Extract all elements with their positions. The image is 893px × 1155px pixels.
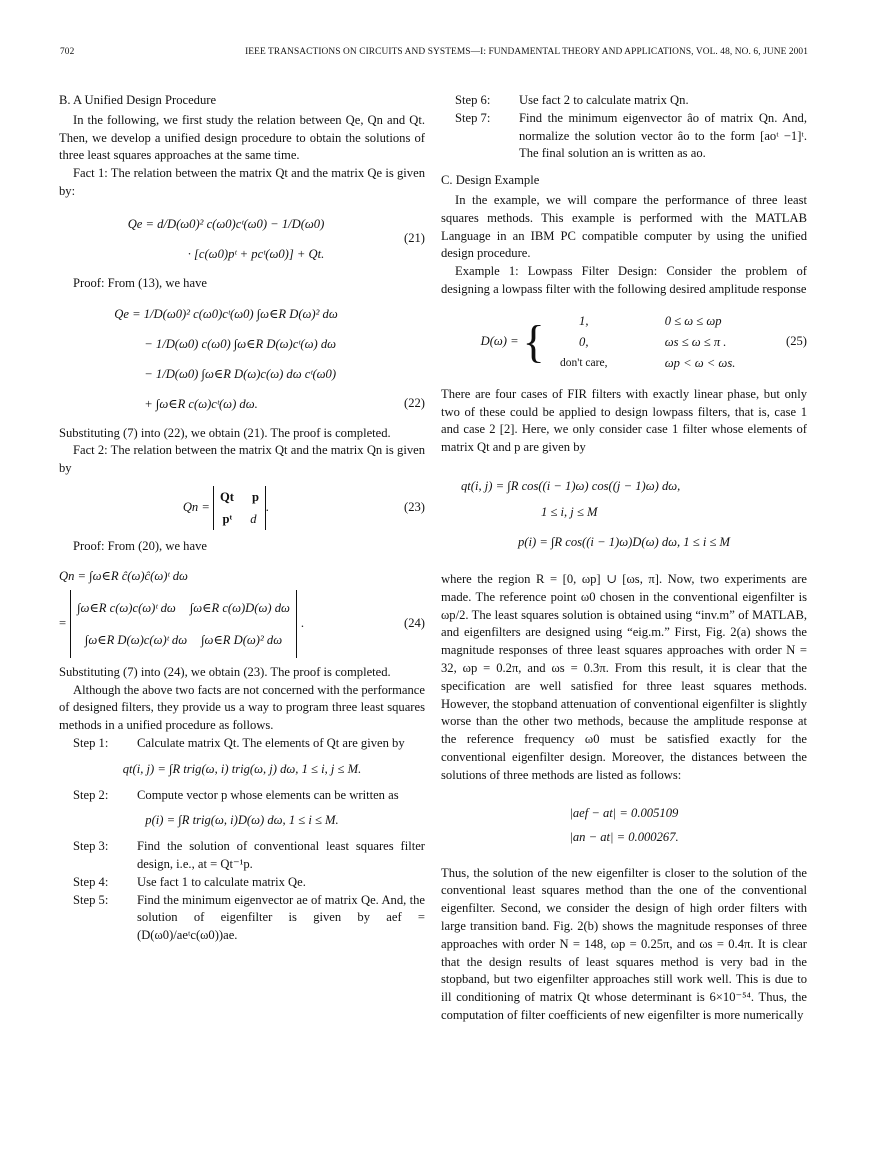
fact2-paragraph: Fact 2: The relation between the matrix Qt and the matrix Qn is given by: [59, 443, 425, 476]
eq23-r2c1: pᵗ: [222, 511, 233, 526]
step-3: [59, 838, 425, 874]
proof1-paragraph: Proof: From (13), we have: [73, 275, 207, 290]
distance-equations: [441, 801, 807, 849]
eq21-number: (21): [404, 230, 425, 245]
step-6: [441, 92, 807, 110]
left-brace-icon: {: [522, 316, 545, 368]
eq25-case2-condition: ωs ≤ ω ≤ π .: [664, 334, 727, 349]
eq24-number: (24): [404, 615, 425, 630]
eq21-line2: · [c(ω0)pᵗ + pcᵗ(ω0)] + Qt.: [187, 246, 325, 261]
eq22-number: (22): [404, 395, 425, 410]
equation-23: Qn = Qt p pᵗ d . (23): [59, 486, 425, 530]
step2-equation: p(i) = ∫R trig(ω, i)D(ω) dω, 1 ≤ i ≤ M.: [145, 813, 339, 828]
equation-22: [59, 299, 425, 419]
intro-paragraph: In the following, we first study the relation between Qe, Qn and Qt. Then, we develop a unified design procedure to obtain the solutions of three least squares approaches at the same time.: [59, 112, 425, 163]
section-b-heading: B. A Unified Design Procedure: [59, 93, 217, 107]
example1-paragraph: Example 1: Lowpass Filter Design: Consider the problem of designing a lowpass filter with the following desired amplitude response: [441, 264, 807, 296]
eq25-case3-value: don't care,: [560, 356, 608, 369]
equation-24: Qn = ∫ω∈R ĉ(ω)ĉ(ω)ᵗ dω = ∫ω∈R c(ω)c(ω)ᵗ dω ∫ω∈R c(ω)D(ω) dω ∫ω∈R D(ω)c(ω)ᵗ dω ∫ω∈R D(ω)² dω . (24): [59, 562, 425, 658]
eq21-line1: Qe = d/D(ω0)² c(ω0)cᵗ(ω0) − 1/D(ω0): [127, 216, 325, 231]
distance-new-eigenfilter: |an − at| = 0.000267.: [569, 829, 679, 844]
eq22-line1: Qe = 1/D(ω0)² c(ω0)cᵗ(ω0) ∫ω∈R D(ω)² dω: [114, 306, 338, 321]
eq22-line4: + ∫ω∈R c(ω)cᵗ(ω) dω.: [144, 396, 258, 411]
step-4: [59, 874, 425, 892]
step6-label: Step 6:: [455, 93, 491, 107]
eq25-case2-value: 0,: [579, 334, 589, 349]
step5-text: Find the minimum eigenvector ae of matrix Qe. And, the solution of eigenfilter is given by aef = (D(ω0)/aeᵗc(ω0))ae.: [137, 892, 425, 943]
eq24-r2c1: ∫ω∈R D(ω)c(ω)ᵗ dω: [84, 632, 188, 647]
proof2-paragraph: Proof: From (20), we have: [73, 538, 207, 553]
step6-text: Use fact 2 to calculate matrix Qn.: [519, 93, 689, 107]
eq24-line1: Qn = ∫ω∈R ĉ(ω)ĉ(ω)ᵗ dω: [59, 568, 188, 583]
equation-p: [441, 527, 807, 557]
fir-cases-paragraph: There are four cases of FIR filters with exactly linear phase, but only two of these could be applied to design lowpass filters, that is, case 1 and case 2 [2]. Here, we only consider case 1 filter whose elements of matrix Qt and p are given by: [441, 386, 807, 455]
step5-label: Step 5:: [73, 892, 109, 907]
eq22-line2: − 1/D(ω0) c(ω0) ∫ω∈R D(ω)cᵗ(ω) dω: [144, 336, 337, 351]
right-column: [441, 92, 807, 1025]
equation-step1: [59, 761, 425, 779]
running-header: [60, 44, 808, 62]
step4-text: Use fact 1 to calculate matrix Qe.: [137, 874, 306, 889]
region-paragraph: where the region R = [0, ωp] ∪ [ωs, π]. Now, two experiments are made. The reference point ω0 chosen in the conventional eigenfilter is ωp/2. The least squares solution is obtained using “inv.m” of MATLAB, and eigenfilters are designed using “eig.m.” First, Fig. 2(a) shows the magnitude responses of three least squares approaches with order N = 32, ωp = 0.2π, and ωs = 0.3π. From this result, it is clear that the specification are well satisfied for three least squares methods. However, the stopband attenuation of conventional eigenfilter is slightly worse than the other two methods, because the amplitude response at the reference frequency ω0 must be satisfied exactly for the conventional eigenfilter design. Moreover, the distances between the solutions of three methods are listed as follows:: [441, 571, 807, 782]
equation-step2: [59, 812, 425, 830]
eq24-r2c2: ∫ω∈R D(ω)² dω: [201, 632, 283, 647]
eq24-r1c2: ∫ω∈R c(ω)D(ω) dω: [189, 600, 290, 615]
fact1-paragraph: Fact 1: The relation between the matrix Qt and the matrix Qe is given by:: [59, 166, 425, 198]
although-paragraph: Although the above two facts are not concerned with the performance of designed filters, they provide us a way to program three least squares methods in a unified procedure as follows.: [59, 682, 425, 733]
step-7: [441, 110, 807, 163]
eq23-r1c1: Qt: [220, 489, 235, 504]
eq23-r2c2: d: [250, 511, 257, 526]
left-column: [59, 92, 425, 945]
step7-text: Find the minimum eigenvector âo of matrix Qn. And, normalize the solution vector âo to the form [aoᵗ −1]ᵗ. The final solution an is written as ao.: [519, 110, 807, 161]
step1-text: Calculate matrix Qt. The elements of Qt are given by: [137, 735, 405, 750]
distance-eigenfilter: |aef − at| = 0.005109: [569, 805, 679, 820]
step-1: [59, 735, 425, 753]
journal-title: IEEE TRANSACTIONS ON CIRCUITS AND SYSTEMS—I: FUNDAMENTAL THEORY AND APPLICATIONS, VOL. 48, NO. 6, JUNE 2001: [245, 47, 808, 57]
equation-21: [59, 209, 425, 269]
eq25-number: (25): [786, 334, 807, 349]
eq23-number: (23): [404, 500, 425, 515]
step-5: [59, 892, 425, 945]
step2-text: Compute vector p whose elements can be written as: [137, 787, 399, 802]
substitution-paragraph-1: Substituting (7) into (22), we obtain (21). The proof is completed.: [59, 425, 391, 440]
equation-25: [441, 311, 807, 374]
eq24-r1c1: ∫ω∈R c(ω)c(ω)ᵗ dω: [77, 600, 176, 615]
equation-qt: [441, 471, 807, 523]
step7-label: Step 7:: [455, 110, 491, 125]
eq23-r1c2: p: [252, 489, 260, 504]
qt-equation: qt(i, j) = ∫R cos((i − 1)ω) cos((j − 1)ω) dω,: [461, 478, 681, 493]
qt-range: 1 ≤ i, j ≤ M: [541, 504, 598, 519]
step3-text: Find the solution of conventional least squares filter design, i.e., at = Qt⁻¹p.: [137, 839, 425, 871]
step3-label: Step 3:: [73, 839, 109, 854]
example-intro-paragraph: In the example, we will compare the performance of three least squares methods. This example is performed with the MATLAB Language in an IBM PC compatible computer by using the unified design procedure.: [441, 192, 807, 261]
step2-label: Step 2:: [73, 787, 109, 802]
page-number: 702: [60, 47, 75, 57]
step1-equation: qt(i, j) = ∫R trig(ω, i) trig(ω, j) dω, 1 ≤ i, j ≤ M.: [122, 761, 362, 776]
eq25-lhs: D(ω) =: [480, 334, 519, 349]
step-2: [59, 787, 425, 805]
eq25-case1-condition: 0 ≤ ω ≤ ωp: [664, 313, 722, 328]
section-c-heading: C. Design Example: [441, 173, 540, 188]
p-equation: p(i) = ∫R cos((i − 1)ω)D(ω) dω, 1 ≤ i ≤ M: [517, 534, 731, 549]
eq25-cases: [549, 311, 736, 374]
eq22-line3: − 1/D(ω0) ∫ω∈R D(ω)c(ω) dω cᵗ(ω0): [144, 366, 337, 381]
eq25-case1-value: 1,: [579, 313, 589, 328]
substitution-paragraph-2: Substituting (7) into (24), we obtain (23). The proof is completed.: [59, 664, 391, 679]
step4-label: Step 4:: [73, 874, 109, 889]
conclusion-paragraph: Thus, the solution of the new eigenfilter is closer to the solution of the conventional least squares method than the one of the conventional eigenfilter. Second, we consider the design of high order filters with large transition band. Fig. 2(b) shows the magnitude responses of three approaches with order N = 148, ωp = 0.25π, and ωs = 0.4π. It is clear that the design results of least squares method is very bad in the stopband, but two eigenfilter approaches still work well. This is due to ill conditioning of matrix Qt whose determinant is 6×10⁻⁵⁴. Thus, the computation of filter coefficients of new eigenfilter is more numerically: [441, 865, 807, 1022]
eq23-matrix: [213, 486, 266, 530]
eq24-matrix: [70, 590, 297, 658]
eq25-case3-condition: ωp < ω < ωs.: [664, 355, 736, 370]
step1-label: Step 1:: [73, 735, 109, 750]
eq23-lhs: Qn =: [182, 499, 210, 514]
